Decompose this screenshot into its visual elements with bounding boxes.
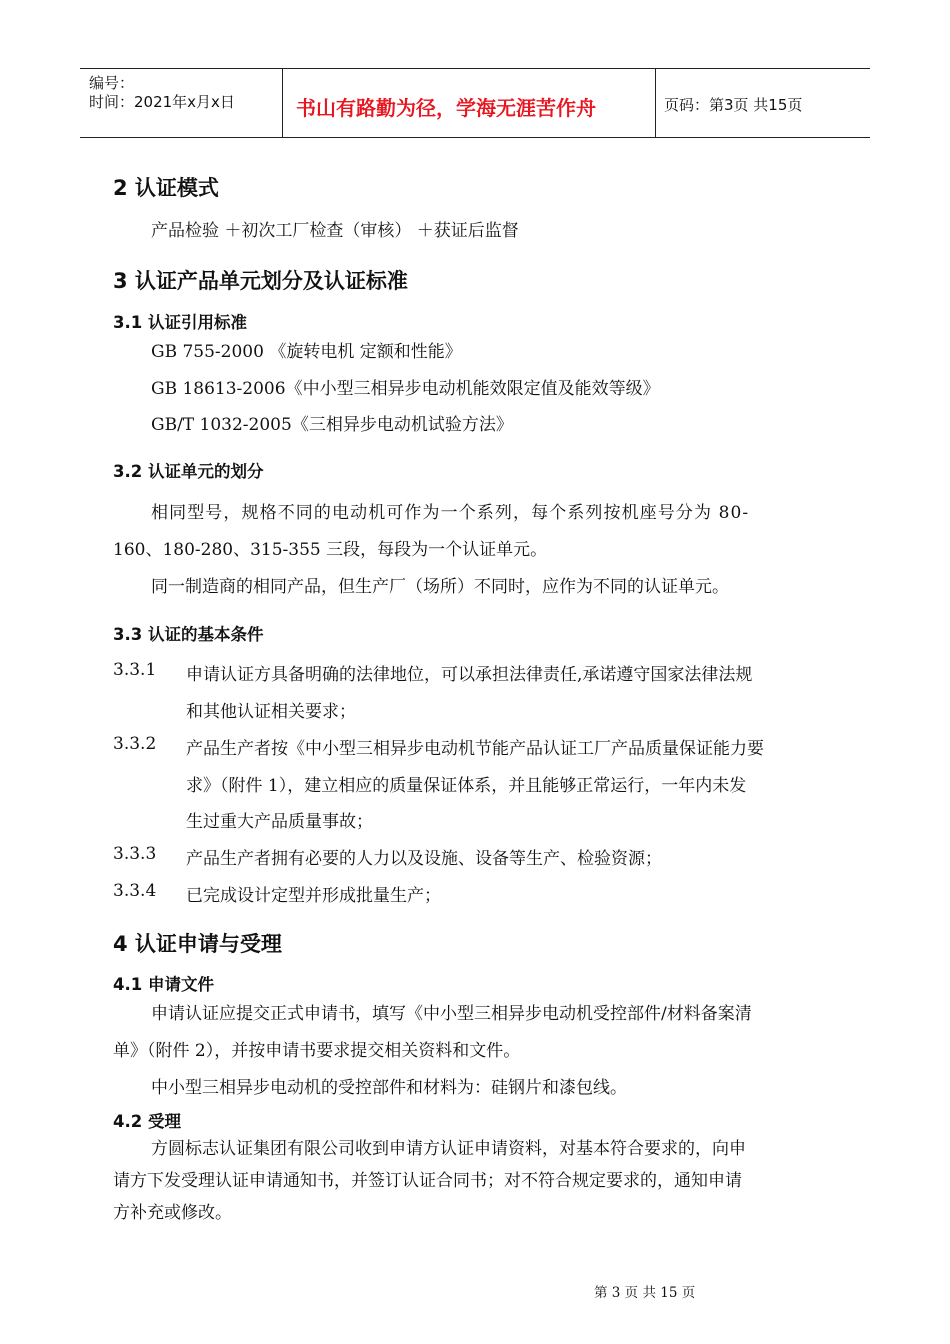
clause-3-3-3-line-1: 产品生产者拥有必要的人力以及设施、设备等生产、检验资源； bbox=[186, 849, 662, 869]
section-4-2-line-2: 请方下发受理认证申请通知书，并签订认证合同书；对不符合规定要求的，通知申请 bbox=[113, 1171, 742, 1191]
header-divider-right bbox=[655, 69, 656, 137]
clause-3-3-2-line-3: 生过重大产品质量事故； bbox=[186, 812, 373, 832]
clause-3-3-4-number: 3.3.4 bbox=[113, 881, 157, 901]
clause-3-3-2-line-2: 求》（附件 1），建立相应的质量保证体系，并且能够正常运行，一年内未发 bbox=[186, 776, 747, 796]
header-time-label: 时间：2021年x月x日 bbox=[89, 93, 235, 111]
clause-3-3-2-number: 3.3.2 bbox=[113, 734, 157, 754]
header-divider-left bbox=[282, 69, 283, 137]
section-3-1-heading: 3.1 认证引用标准 bbox=[113, 313, 247, 332]
clause-3-3-3-number: 3.3.3 bbox=[113, 844, 157, 864]
clause-3-3-1-line-2: 和其他认证相关要求； bbox=[186, 702, 356, 722]
section-3-2-para-2: 同一制造商的相同产品，但生产厂（场所）不同时，应作为不同的认证单元。 bbox=[151, 577, 729, 597]
section-4-2-line-3: 方补充或修改。 bbox=[113, 1203, 232, 1223]
section-2-heading: 2 认证模式 bbox=[113, 176, 219, 200]
section-3-heading: 3 认证产品单元划分及认证标准 bbox=[113, 269, 408, 293]
section-2-text: 产品检验 ＋初次工厂检查（审核） ＋获证后监督 bbox=[151, 221, 519, 241]
clause-3-3-2-line-1: 产品生产者按《中小型三相异步电动机节能产品认证工厂产品质量保证能力要 bbox=[186, 739, 764, 759]
section-4-2-line-1: 方圆标志认证集团有限公司收到申请方认证申请资料，对基本符合要求的，向申 bbox=[151, 1139, 746, 1159]
clause-3-3-1-line-1: 申请认证方具备明确的法律地位，可以承担法律责任,承诺遵守国家法律法规 bbox=[186, 665, 753, 685]
section-4-1-para-1-line-1: 申请认证应提交正式申请书，填写《中小型三相异步电动机受控部件/材料备案清 bbox=[151, 1004, 752, 1024]
section-4-1-heading: 4.1 申请文件 bbox=[113, 975, 214, 994]
standard-gb755: GB 755-2000 《旋转电机 定额和性能》 bbox=[151, 342, 462, 362]
section-4-2-heading: 4.2 受理 bbox=[113, 1112, 181, 1131]
section-4-1-para-2: 中小型三相异步电动机的受控部件和材料为：硅钢片和漆包线。 bbox=[151, 1078, 627, 1098]
section-3-3-heading: 3.3 认证的基本条件 bbox=[113, 625, 264, 644]
standard-gb18613: GB 18613-2006《中小型三相异步电动机能效限定值及能效等级》 bbox=[151, 379, 660, 399]
clause-3-3-1-number: 3.3.1 bbox=[113, 660, 157, 680]
section-3-2-heading: 3.2 认证单元的划分 bbox=[113, 462, 264, 481]
clause-3-3-4-line-1: 已完成设计定型并形成批量生产； bbox=[186, 886, 441, 906]
header-page-label: 页码：第3页 共15页 bbox=[664, 96, 803, 114]
header-motto: 书山有路勤为径，学海无涯苦作舟 bbox=[296, 96, 596, 120]
section-3-2-para-1-line-2: 160、180-280、315-355 三段，每段为一个认证单元。 bbox=[113, 540, 548, 560]
standard-gbt1032: GB/T 1032-2005《三相异步电动机试验方法》 bbox=[151, 415, 513, 435]
header-number-label: 编号： bbox=[89, 74, 135, 92]
section-4-1-para-1-line-2: 单》（附件 2），并按申请书要求提交相关资料和文件。 bbox=[113, 1041, 521, 1061]
footer-page-number: 第 3 页 共 15 页 bbox=[594, 1285, 696, 1301]
section-4-heading: 4 认证申请与受理 bbox=[113, 932, 282, 956]
section-3-2-para-1-line-1: 相同型号，规格不同的电动机可作为一个系列，每个系列按机座号分为 80- bbox=[151, 503, 750, 523]
